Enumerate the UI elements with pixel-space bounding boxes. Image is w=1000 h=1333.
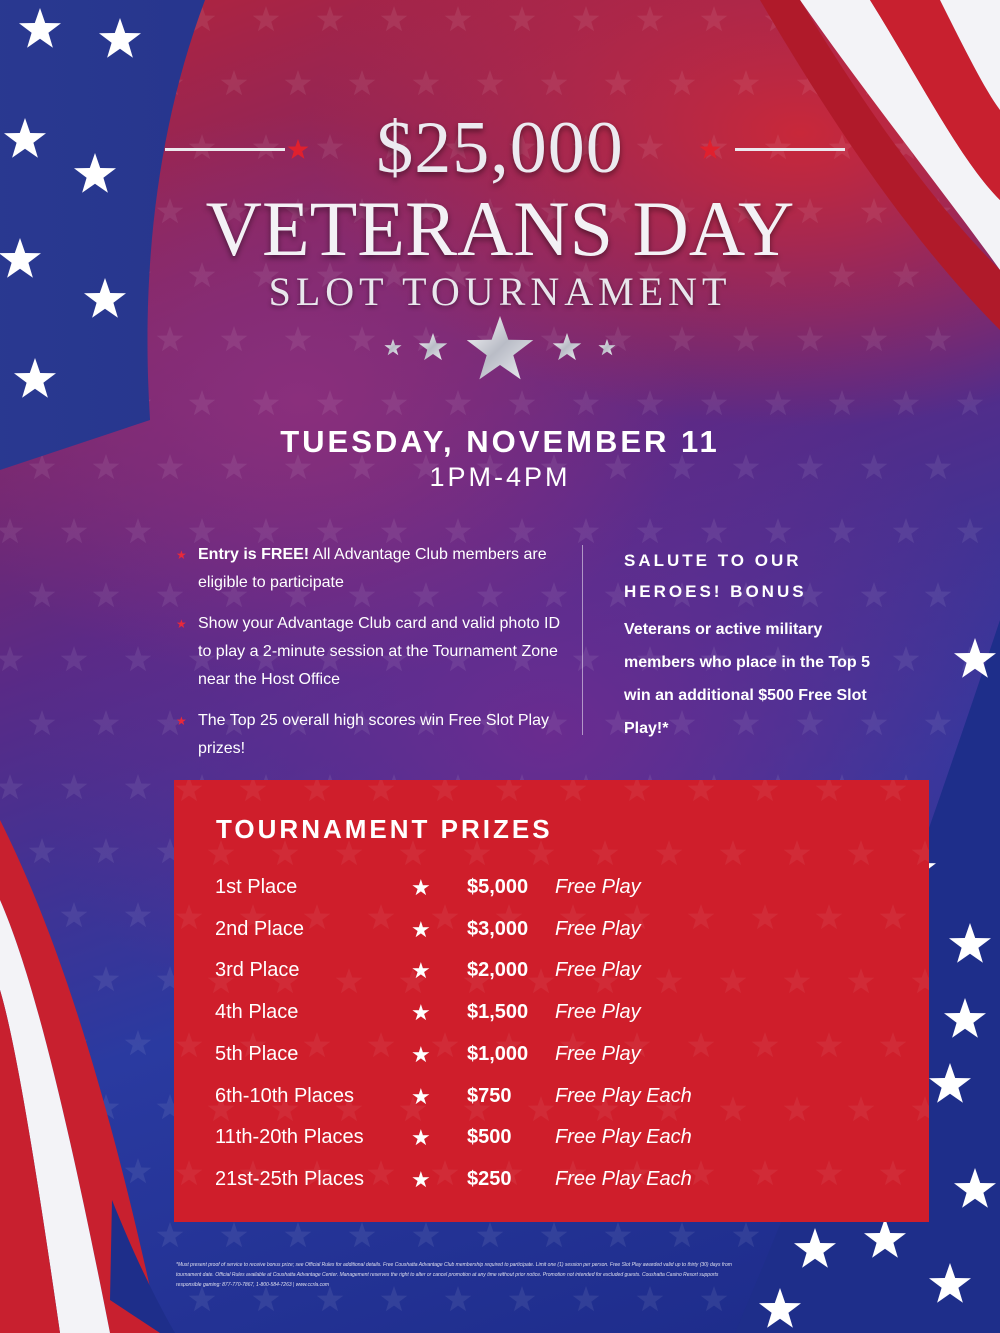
panel-star — [304, 780, 331, 801]
panel-star — [720, 840, 747, 865]
panel-star — [560, 780, 587, 801]
disclaimer-text: *Must present proof of service to receive bonus prize; see Official Rules for additional details. Free Coushatta Advantage Club membership required to participate. Limit one (1) session per person. Free Slot Play awarded valid up to thirty (30) days from tournament date. Official Rules available at Coushatta Advantage Center. Management reserves the right to alter or cancel promotion at any time without prior notice. Promotion not intended for excluded guests. Coushatta Casino Resort supports responsible gaming: 877-770-7867, 1-800-584-7263 | www.ccrla.com — [176, 1262, 732, 1288]
table-row — [174, 910, 929, 952]
panel-star — [752, 780, 779, 801]
prize-place: 5th Place — [215, 1042, 299, 1065]
panel-star — [496, 780, 523, 801]
event-date: TUESDAY, NOVEMBER 11 — [280, 424, 720, 459]
table-row — [174, 951, 929, 993]
table-row — [174, 868, 929, 910]
prize-amount: $750 — [467, 1084, 512, 1107]
prize-amount-heading: $25,000 — [376, 107, 624, 189]
panel-star — [912, 840, 929, 865]
prize-place: 4th Place — [215, 1001, 299, 1024]
bullet-star-icon: ★ — [176, 617, 187, 631]
prize-type: Free Play — [555, 876, 641, 898]
column-divider — [582, 545, 583, 735]
list-item — [176, 707, 561, 763]
prize-place: 6th-10th Places — [215, 1084, 354, 1107]
prize-amount: $5,000 — [467, 876, 529, 898]
prize-type: Free Play — [555, 1042, 641, 1065]
panel-star — [592, 840, 619, 865]
bonus-title: SALUTE TO OUR HEROES! BONUS — [624, 551, 807, 601]
star-icon: ★ — [411, 1125, 431, 1151]
prize-type: Free Play Each — [555, 1167, 692, 1190]
prize-amount: $500 — [467, 1126, 512, 1149]
panel-star — [656, 840, 683, 865]
prizes-panel — [174, 780, 929, 1222]
rules-list — [176, 541, 561, 776]
prize-place: 21st-25th Places — [215, 1167, 364, 1190]
prize-type: Free Play Each — [555, 1084, 692, 1107]
panel-star — [432, 780, 459, 801]
rule-highlight: Entry is FREE! — [198, 546, 310, 563]
table-row — [174, 1160, 929, 1202]
star-icon: ★ — [411, 1083, 431, 1109]
table-row — [174, 993, 929, 1035]
panel-star — [688, 780, 715, 801]
prize-type: Free Play — [555, 917, 641, 940]
list-item — [176, 610, 561, 694]
prize-type: Free Play — [555, 959, 641, 982]
table-row — [174, 1035, 929, 1077]
list-item — [176, 541, 561, 597]
table-row — [174, 1077, 929, 1119]
star-icon: ★ — [411, 958, 431, 984]
panel-star — [784, 840, 811, 865]
panel-star — [816, 780, 843, 801]
panel-star — [848, 840, 875, 865]
panel-star — [176, 780, 203, 801]
star-icon: ★ — [411, 1000, 431, 1026]
rule-text: All Advantage Club members are eligible to participate — [198, 546, 547, 591]
table-row — [174, 1118, 929, 1160]
rule-text: The Top 25 overall high scores win Free Slot Play prizes! — [198, 712, 549, 757]
prize-amount: $1,000 — [467, 1042, 529, 1065]
event-time: 1PM-4PM — [429, 462, 571, 492]
prize-amount: $2,000 — [467, 959, 529, 982]
silver-stars-icon — [375, 315, 625, 390]
star-icon: ★ — [411, 875, 431, 900]
prize-place: 2nd Place — [215, 917, 304, 940]
prize-type: Free Play — [555, 1001, 641, 1024]
rule-text: Show your Advantage Club card and valid photo ID to play a 2-minute session at the Tournament Zone near the Host Office — [198, 615, 561, 688]
event-title: VETERANS DAY — [205, 185, 795, 272]
panel-star — [880, 780, 907, 801]
bonus-text: Veterans or active military members who place in the Top 5 win an additional $500 Free Slot Play!* — [624, 621, 870, 737]
bonus-section — [624, 545, 874, 745]
prize-amount: $1,500 — [467, 1001, 529, 1024]
panel-star — [624, 780, 651, 801]
bullet-star-icon: ★ — [176, 714, 187, 728]
prize-amount: $250 — [467, 1167, 512, 1190]
event-subtitle: SLOT TOURNAMENT — [268, 269, 732, 314]
prize-amount: $3,000 — [467, 917, 529, 940]
prize-place: 11th-20th Places — [215, 1126, 364, 1149]
prizes-title: TOURNAMENT PRIZES — [216, 814, 553, 844]
panel-star — [240, 780, 267, 801]
star-icon: ★ — [411, 1166, 431, 1192]
star-icon: ★ — [411, 916, 431, 942]
prize-type: Free Play Each — [555, 1126, 692, 1149]
prize-place: 1st Place — [215, 876, 298, 898]
star-icon: ★ — [411, 1041, 431, 1067]
bullet-star-icon: ★ — [176, 548, 187, 562]
prize-place: 3rd Place — [215, 959, 300, 982]
panel-star — [368, 780, 395, 801]
